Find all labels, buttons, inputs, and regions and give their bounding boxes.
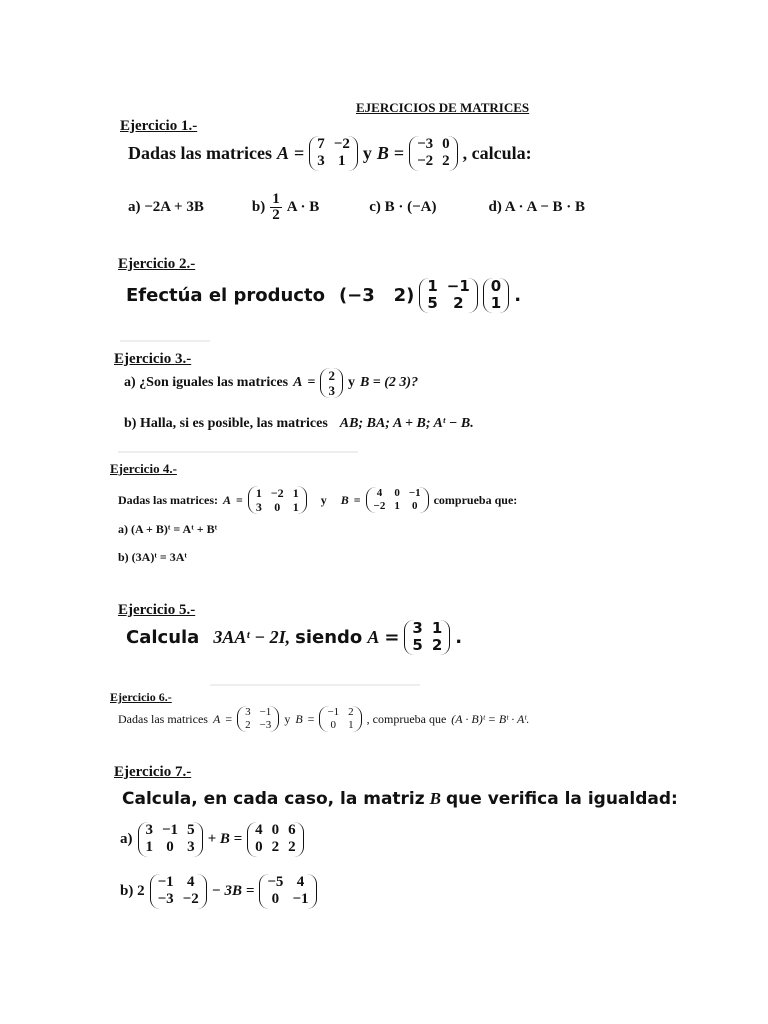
matrix-b-symbol: B [340,492,349,507]
matrix-cell: 0 [274,499,281,514]
matrix-cell: 1 [348,718,354,731]
exercise-7-item-a [120,822,309,857]
matrix-b-symbol: B [295,711,303,726]
exercise-6-tail: , comprueba que [366,711,447,726]
matrix-cell: 7 [317,136,325,152]
fraction-denominator: 2 [272,207,280,223]
exercise-4-item-b [118,550,192,565]
matrix-cell: −5 [267,874,284,890]
item-a: a) (A + B)ᵗ = Aᵗ + Bᵗ [118,522,218,536]
exercise-5-statement [126,620,467,655]
matrix-a [237,706,279,732]
exercise-2-statement [126,278,526,313]
matrix-cell: −1 [162,822,179,838]
item-d: d) A · A − B · B [488,199,586,215]
matrix-cell: −2 [182,890,199,907]
matrix-cell: 2 [271,838,280,855]
matrix-cell: 0 [271,890,280,907]
matrix-cell: 0 [330,718,337,731]
matrix-cell: 5 [412,635,423,654]
equals-sign: = [225,711,233,726]
matrix-a-symbol: A [276,142,289,163]
matrix-cell: 1 [431,619,443,637]
matrix-cell: −1 [259,706,272,718]
exercise-4-item-a [118,522,222,537]
item-b-text: b) Halla, si es posible, las matrices [124,416,328,431]
equals-sign: = [393,142,405,163]
matrix-cell: 2 [245,718,251,731]
matrix-cell: 0 [255,838,263,855]
item-a-label: a) [120,830,133,847]
matrix-b-symbol: B [376,142,389,163]
scan-artifact [118,451,358,453]
matrix-cell: −2 [270,486,284,500]
item-a: a) −2A + 3B [128,199,204,215]
fraction-numerator: 1 [272,191,280,207]
matrix-cell: −3 [417,136,434,152]
matrix-cell: 0 [411,499,418,512]
matrix-cell: 1 [427,277,438,295]
matrix-cell: −1 [157,874,174,890]
matrix-a [248,486,307,514]
exercise-7-intro: Calcula, en cada caso, la matriz [122,789,425,809]
item-c: c) B · (−A) [369,199,437,215]
matrix-cell: −2 [373,499,386,512]
matrix-cell: 5 [427,293,438,312]
exercise-1-tail: , calcula: [462,142,532,163]
matrix-a [309,136,358,171]
item-b-operator: − 3B = [211,882,255,899]
exercise-1-intro: Dadas las matrices [128,142,272,163]
item-b: b) (3A)ᵗ = 3Aᵗ [118,550,187,564]
exercise-5-text: Calcula [126,626,200,648]
matrix-a-symbol: A [293,375,303,391]
matrix-cell: 6 [288,822,296,838]
identity: (A · B)ᵗ = Bᵗ · Aᵗ. [451,711,530,726]
matrix-cell: 1 [490,293,502,312]
exercise-7-statement [122,789,683,809]
exercise-3-item-b [124,416,479,432]
exercise-4-intro: Dadas las matrices: [118,492,218,507]
matrix-cell: 3 [328,382,335,398]
exercise-1-heading: Ejercicio 1.- [120,118,198,134]
matrix-a-symbol: A [212,711,221,726]
period: . [514,284,522,306]
item-b-label: b) 2 [120,882,145,899]
column-vector [483,278,509,313]
conjunction-y: y [362,142,372,163]
equals-sign: = [307,375,316,391]
equals-sign: = [353,492,361,507]
matrix-cell: 0 [394,487,400,500]
matrix-cell: 2 [328,368,335,383]
siendo: siendo [295,626,363,648]
matrix-cell: 1 [338,152,346,169]
item-b-list: AB; BA; A + B; Aᵗ − B. [339,416,474,431]
matrix-a-symbol: A [222,492,231,507]
exercise-4-statement [118,486,522,514]
matrix-cell: 3 [412,619,423,637]
exercise-7-heading: Ejercicio 7.- [114,764,192,780]
exercise-6-intro: Dadas las matrices [118,711,208,726]
exercise-5-heading: Ejercicio 5.- [118,602,196,618]
matrix-b [319,706,361,732]
matrix-cell: 2 [453,293,464,312]
matrix-cell: 0 [442,136,450,152]
equals-sign: = [236,492,243,507]
exercise-4-heading: Ejercicio 4.- [110,461,177,476]
page-title: EJERCICIOS DE MATRICES [356,100,530,115]
matrix-cell: 1 [145,838,153,855]
equals-sign: = [307,711,315,726]
matrix-cell: 3 [255,499,262,514]
matrix-cell: −2 [333,136,350,152]
matrix-cell: 1 [292,486,299,500]
exercise-7-item-b [120,874,322,909]
matrix-cell: 1 [292,499,299,514]
matrix-cell: −3 [259,718,272,731]
matrix-cell: 2 [288,838,296,855]
item-b-rest: A · B [286,199,320,215]
conjunction-y: y [284,711,291,726]
exercise-7-intro-2: que verifica la igualdad: [446,789,678,809]
matrix-cell: 4 [296,874,305,890]
matrix-left-a [138,822,203,857]
item-a-text: a) ¿Son iguales las matrices [124,375,289,391]
matrix-a [404,620,450,655]
expression: 3AAᵗ − 2I, [213,626,291,647]
matrix-cell: 3 [245,706,251,718]
scan-artifact [210,684,420,686]
item-b-label: b) [251,199,266,215]
matrix-cell: −3 [157,890,174,907]
matrix-a [320,368,343,398]
matrix-2x2 [419,278,477,313]
scan-artifact [120,340,210,342]
matrix-cell: 2 [348,706,354,718]
fraction-one-half [270,192,282,223]
conjunction-y: y [347,375,355,391]
matrix-cell: −1 [446,277,470,295]
matrix-cell: 5 [187,822,195,838]
exercise-6-statement [118,706,534,732]
equals-sign: = [384,626,400,648]
matrix-cell: −2 [417,152,434,169]
exercise-2-heading: Ejercicio 2.- [118,256,196,272]
matrix-cell: 0 [490,277,502,295]
matrix-left-b [150,874,207,909]
matrix-cell: 2 [442,152,450,169]
exercise-6-heading: Ejercicio 6.- [110,690,172,704]
matrix-cell: 3 [187,838,195,855]
item-a-operator: + B = [207,830,243,847]
row-vector: (−3 2) [338,284,415,306]
matrix-cell: −1 [408,487,421,500]
matrix-cell: −1 [292,890,309,907]
matrix-cell: 3 [145,822,153,838]
exercise-1-items [128,192,590,223]
matrix-b-symbol: B [429,789,441,808]
matrix-a-symbol: A [367,626,380,647]
exercise-4-tail: comprueba que: [433,492,518,507]
conjunction-y: y [320,492,327,507]
period: . [455,626,463,648]
matrix-cell: 1 [394,499,400,512]
exercise-2-intro: Efectúa el producto [126,284,325,306]
matrix-b [409,136,458,171]
matrix-cell: 0 [271,822,280,838]
matrix-cell: 4 [186,874,195,890]
equals-sign: = [294,142,305,163]
exercise-1-statement [128,136,537,171]
matrix-cell: 2 [431,635,443,654]
matrix-cell: 1 [255,486,262,500]
matrix-right-b [259,874,316,909]
matrix-cell: 4 [255,822,263,838]
matrix-right-a [247,822,304,857]
exercise-3-item-a [124,368,423,398]
matrix-b-definition: B = (2 3)? [359,375,419,391]
matrix-b [366,487,429,513]
matrix-cell: 0 [166,838,174,855]
matrix-cell: −1 [327,706,340,718]
matrix-cell: 4 [376,487,383,500]
matrix-cell: 3 [317,152,325,169]
exercise-3-heading: Ejercicio 3.- [114,351,192,367]
